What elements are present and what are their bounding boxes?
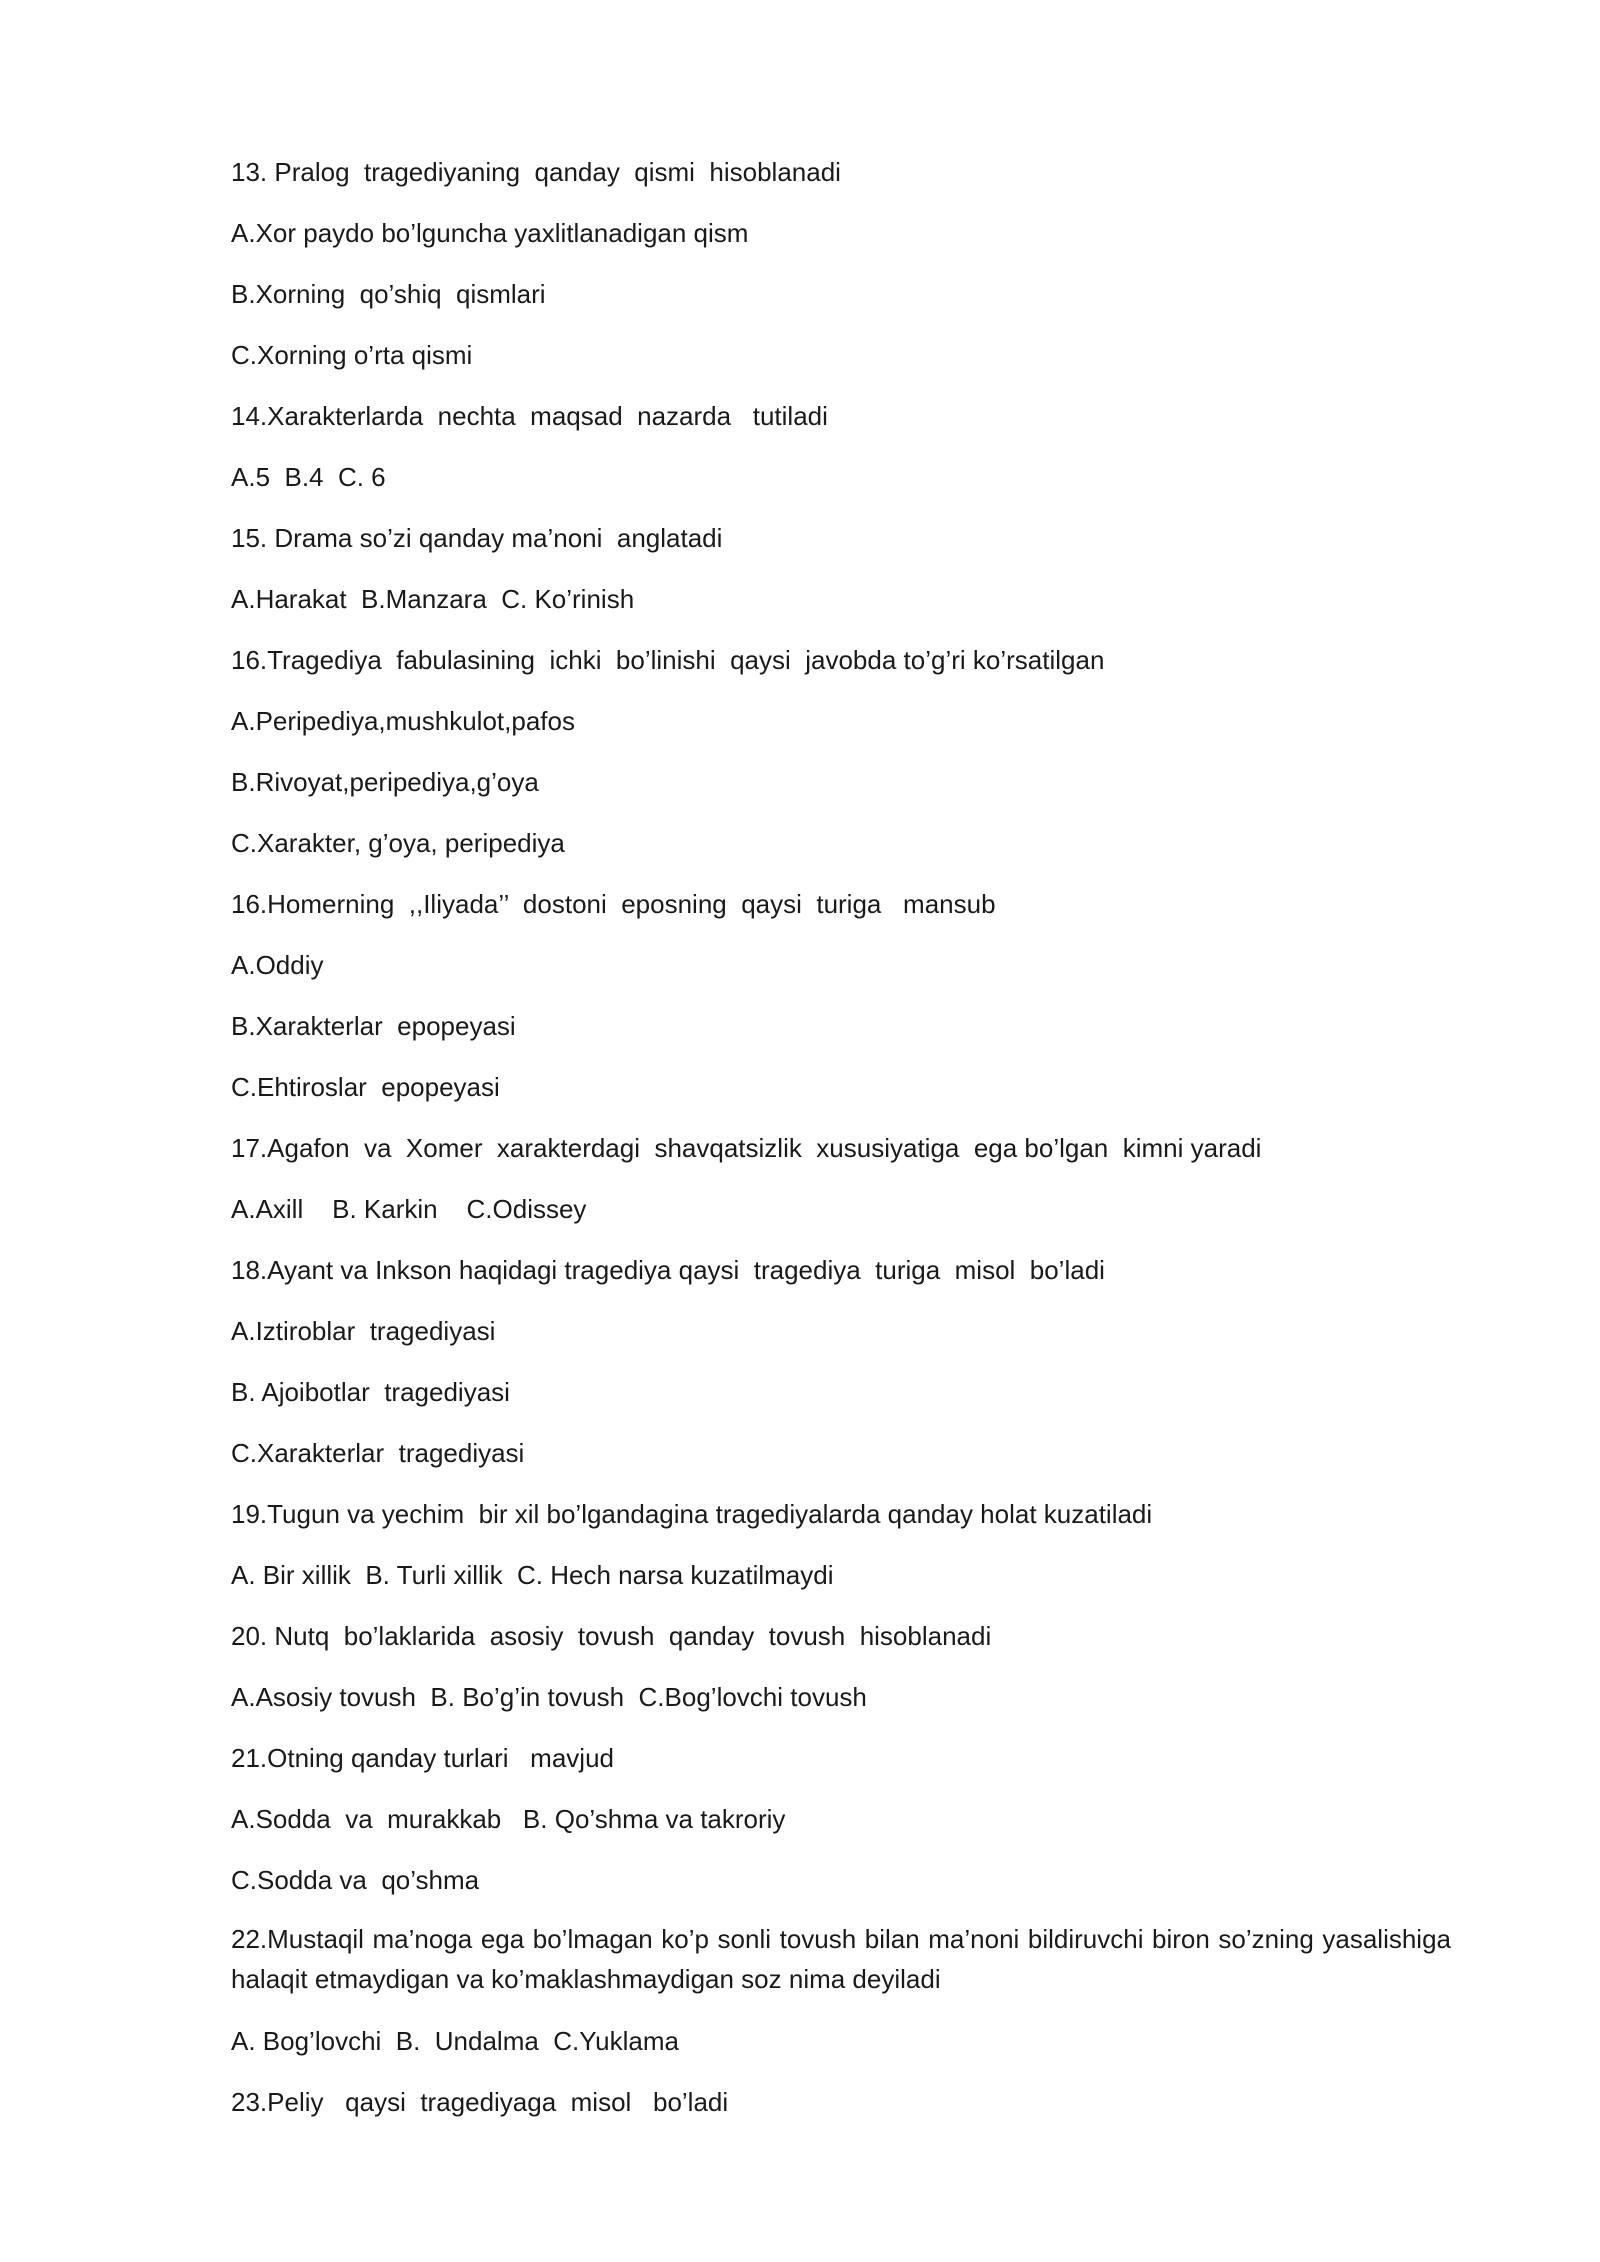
- answer-options: A.Axill B. Karkin C.Odissey: [231, 1194, 587, 1224]
- question-17: 17.Agafon va Xomer xarakterdagi shavqatsizlik xususiyatiga ega bo’lgan kimni yaradi: [231, 1133, 1262, 1163]
- answer-options: A. Bir xillik B. Turli xillik C. Hech narsa kuzatilmaydi: [231, 1560, 834, 1590]
- answer-options: A.5 B.4 C. 6: [231, 462, 386, 492]
- answer-option: A.Xor paydo bo’lguncha yaxlitlanadigan qism: [231, 218, 749, 248]
- question-23: 23.Peliy qaysi tragediyaga misol bo’ladi: [231, 2087, 729, 2117]
- answer-options: A. Bog’lovchi B. Undalma C.Yuklama: [231, 2026, 679, 2056]
- answer-option: B.Rivoyat,peripediya,g’oya: [231, 767, 539, 797]
- answer-option: C.Xorning o’rta qismi: [231, 340, 473, 370]
- question-22: 22.Mustaqil ma’noga ega bo’lmagan ko’p sonli tovush bilan ma’noni bildiruvchi biron so’zning yasalishiga halaqit etmaydigan va ko’maklashmaydigan soz nima deyiladi: [231, 1924, 1451, 1994]
- question-13: 13. Pralog tragediyaning qanday qismi hisoblanadi: [231, 157, 841, 187]
- question-20: 20. Nutq bo’laklarida asosiy tovush qanday tovush hisoblanadi: [231, 1621, 992, 1651]
- question-16: 16.Tragediya fabulasining ichki bo’linishi qaysi javobda to’g’ri ko’rsatilgan: [231, 645, 1105, 675]
- answer-option: A.Iztiroblar tragediyasi: [231, 1316, 496, 1346]
- answer-option: B. Ajoibotlar tragediyasi: [231, 1377, 510, 1407]
- answer-option: C.Ehtiroslar epopeyasi: [231, 1072, 500, 1102]
- answer-option: C.Sodda va qo’shma: [231, 1865, 480, 1895]
- answer-option: A.Peripediya,mushkulot,pafos: [231, 706, 575, 736]
- answer-options: A.Sodda va murakkab B. Qo’shma va takroriy: [231, 1804, 786, 1834]
- question-19: 19.Tugun va yechim bir xil bo’lgandagina tragediyalarda qanday holat kuzatiladi: [231, 1499, 1153, 1529]
- answer-option: B.Xarakterlar epopeyasi: [231, 1011, 516, 1041]
- answer-option: B.Xorning qo’shiq qismlari: [231, 279, 546, 309]
- question-21: 21.Otning qanday turlari mavjud: [231, 1743, 614, 1773]
- answer-options: A.Harakat B.Manzara C. Ko’rinish: [231, 584, 635, 614]
- answer-option: C.Xarakter, g’oya, peripediya: [231, 828, 565, 858]
- answer-option: C.Xarakterlar tragediyasi: [231, 1438, 525, 1468]
- question-16b: 16.Homerning ,,Iliyada’’ dostoni eposning qaysi turiga mansub: [231, 889, 996, 919]
- question-18: 18.Ayant va Inkson haqidagi tragediya qaysi tragediya turiga misol bo’ladi: [231, 1255, 1105, 1285]
- document-page: [231, 150, 1451, 2141]
- question-15: 15. Drama so’zi qanday ma’noni anglatadi: [231, 523, 723, 553]
- answer-option: A.Oddiy: [231, 950, 324, 980]
- answer-options: A.Asosiy tovush B. Bo’g’in tovush C.Bog’lovchi tovush: [231, 1682, 867, 1712]
- question-14: 14.Xarakterlarda nechta maqsad nazarda tutiladi: [231, 401, 828, 431]
